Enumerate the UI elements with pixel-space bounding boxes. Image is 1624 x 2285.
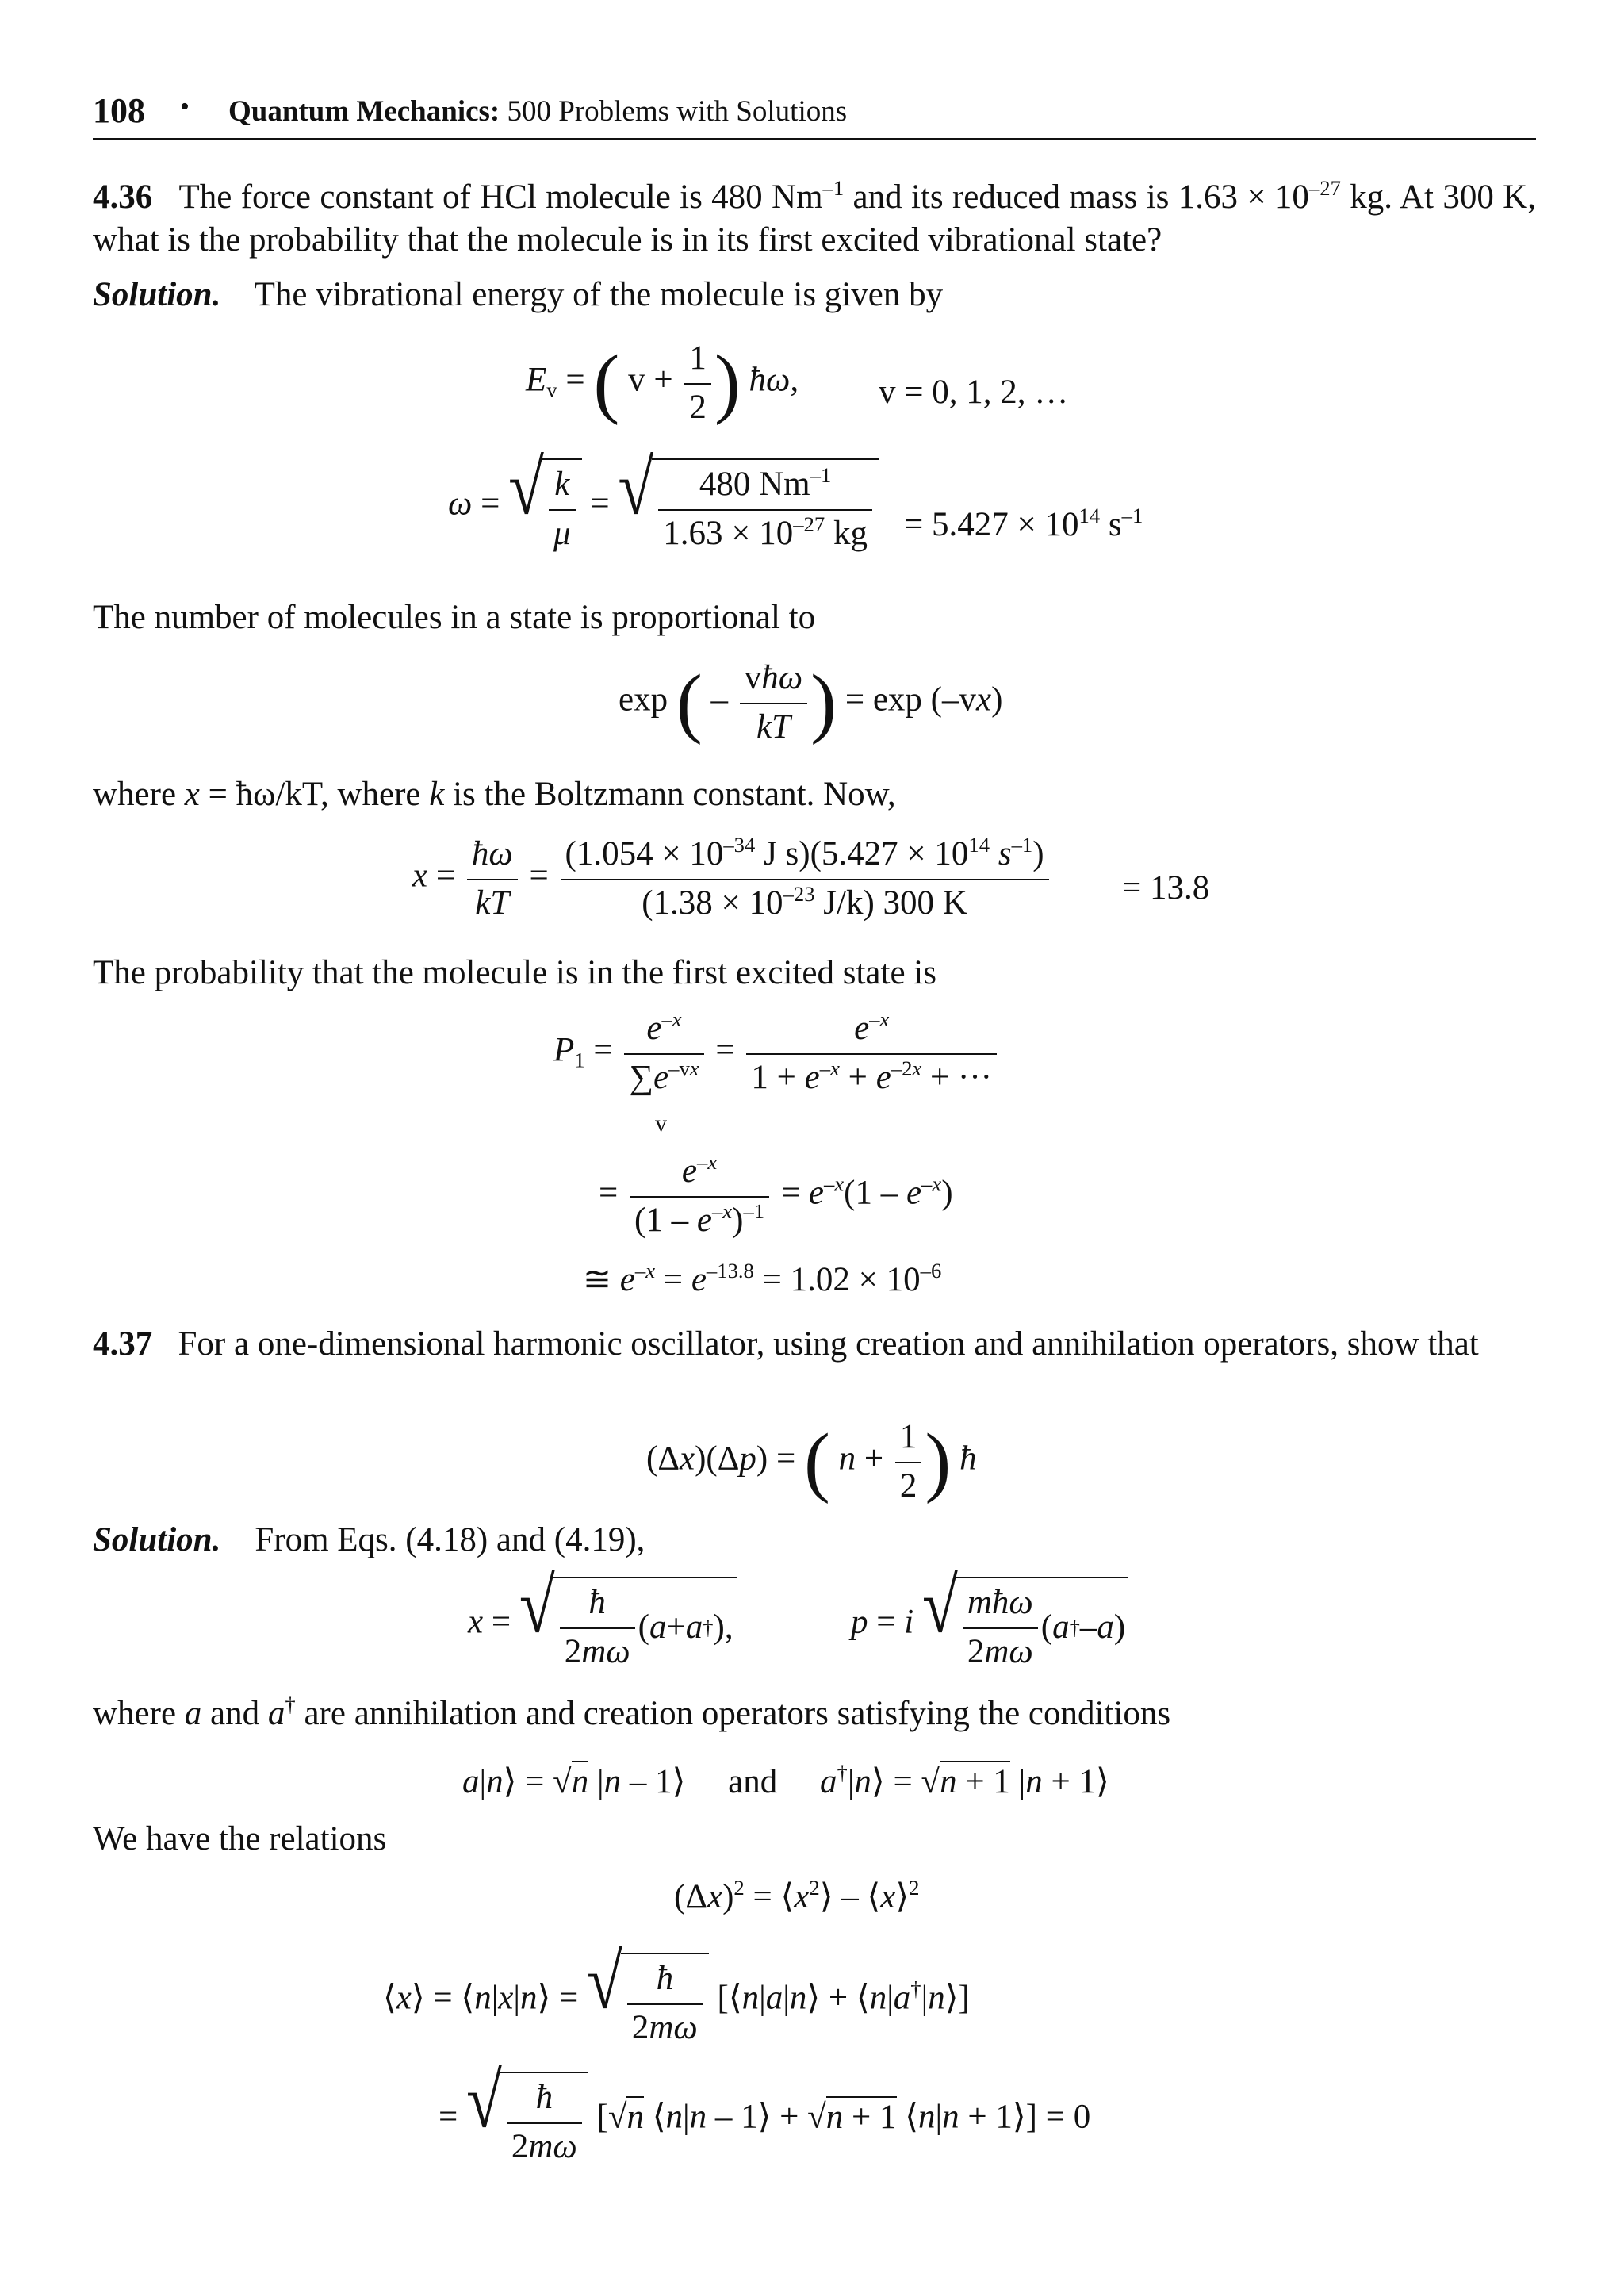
exponent: –1 — [1121, 504, 1143, 528]
exponent: –1 — [822, 176, 845, 201]
solution-intro — [93, 274, 943, 316]
where-text: and — [201, 1695, 268, 1732]
equation-expectation-x: ⟨x⟩ = ⟨n|x|n⟩ = √ $\frac{ħ}{2m\omega}$ [⟨n|a|n⟩ + ⟨n|a†|n⟩] — [383, 1953, 970, 2049]
problem-number: 4.37 — [93, 1325, 153, 1363]
equation-variance: $(\Delta x)^2$ = $⟨x^2⟩$ – ⟨x⟩$^2$ — [674, 1876, 920, 1915]
statement-text: The force constant of HCl molecule is 480 Nm — [178, 178, 823, 216]
equation-p-operator: p = i √ $\frac{\text{mħω}}{2m\omega}$ ( a † – a ) — [851, 1577, 1128, 1673]
equation-x-result: = 13.8 — [1122, 869, 1210, 907]
text-proportional: The number of molecules in a state is proportional to — [93, 599, 816, 636]
where-text: where — [93, 776, 185, 813]
solution-text: The vibrational energy of the molecule is given by — [254, 276, 944, 313]
page-number: 108 — [93, 91, 145, 130]
equation-omega-result — [904, 504, 1143, 546]
equation-uncertainty: (Δx)(Δp) = ( n + $\frac{1}{2}$ ) ħ — [646, 1416, 977, 1508]
omega-result: = 5.427 × 10 — [904, 506, 1079, 543]
omega-unit: s — [1100, 506, 1122, 543]
solution-text: From Eqs. (4.18) and (4.19), — [255, 1521, 645, 1558]
problem-4-36-statement — [93, 176, 1536, 262]
solution-intro-4-37 — [93, 1519, 645, 1562]
equation-x-operator: x = √ $\frac{ħ}{2m\omega}$ ( a + a † ), — [468, 1577, 737, 1673]
equation-energy-range: v = 0, 1, 2, … — [879, 374, 1069, 411]
solution-label: Solution. — [93, 1521, 221, 1558]
statement-text: kg. At 300 K, what is the probability that the molecule is in its first excited vibrational state? — [93, 178, 1536, 259]
sum-index: v — [655, 1110, 667, 1137]
statement-text: For a one-dimensional harmonic oscillator, using creation and annihilation operators, show that — [178, 1325, 1479, 1363]
equation-omega: ω = √ $\frac{k}{\mu}$ = √ $\frac{480 Nm^{-1}}{1.63 \times 10^{-27} kg}$ — [448, 458, 879, 555]
where-text: where — [93, 1695, 185, 1732]
header-bullet: • — [180, 92, 190, 121]
equation-p1-final: ≅ $e^{-x} = e^{-13.8} = 1.02 \times 10^{-6}$ — [583, 1259, 942, 1298]
and-word: and — [728, 1763, 778, 1800]
exponent: –27 — [1308, 176, 1341, 201]
equation-ladder-relations: a|n⟩ = √n |n – 1⟩ and a†|n⟩ = √n + 1 |n + 1⟩ — [462, 1761, 1109, 1800]
where-text: is the Boltzmann constant. Now, — [444, 776, 896, 813]
equation-expectation-x-zero: = √ $\frac{ħ}{2m\omega}$ [√n ⟨n|n – 1⟩ + √n + 1 ⟨n|n + 1⟩] = 0 — [439, 2072, 1090, 2168]
book-title-bold: Quantum Mechanics: — [228, 95, 500, 128]
where-text: are annihilation and creation operators satisfying the conditions — [295, 1695, 1171, 1732]
solution-label: Solution. — [93, 276, 221, 313]
text-where-x: where x = ħω/kT, where k is the Boltzmann constant. Now, — [93, 776, 896, 813]
problem-4-37-statement — [93, 1323, 1536, 1366]
book-title — [228, 94, 847, 130]
text-relations: We have the relations — [93, 1820, 387, 1858]
equation-p1-simplified: = $\frac{e^{-x}}{(1 - e^{-x})^{-1}}$ = $e^{-x}(1 - e^{-x})$ — [599, 1150, 953, 1239]
equation-p1: $P_1$ = $\frac{e^{-x}}{\sum e^{-vx}}$ = $\frac{e^{-x}}{1 + e^{-x} + e^{-2x} + \cdot\cdot\cdot}$ — [553, 1007, 1000, 1099]
book-title-rest: 500 Problems with Solutions — [500, 95, 848, 128]
equation-energy: $E_v$ = ( v + $\frac{1}{2}$ ) ħω, — [526, 337, 799, 429]
running-header — [93, 89, 1536, 140]
where-text: = ħω/kT, where — [199, 776, 430, 813]
exponent: 14 — [1078, 504, 1101, 528]
text-where-operators: where a and a† are annihilation and creation operators satisfying the conditions — [93, 1693, 1171, 1732]
equation-boltzmann-factor: exp ( – $\frac{\text{vħω}}{kT}$ ) = exp (–vx) — [619, 657, 1002, 749]
text-probability: The probability that the molecule is in the first excited state is — [93, 954, 936, 991]
statement-text: and its reduced mass is 1.63 × 10 — [844, 178, 1309, 216]
equation-x-value: x = $\frac{ħ\omega}{kT}$ = $\frac{(1.054 \times 10^{-34} J s)(5.427 \times 10^{14} s^{-1})}{(1.38 \times 10^{-23} J/k) 300 K}$ — [412, 833, 1052, 925]
problem-number: 4.36 — [93, 178, 153, 216]
